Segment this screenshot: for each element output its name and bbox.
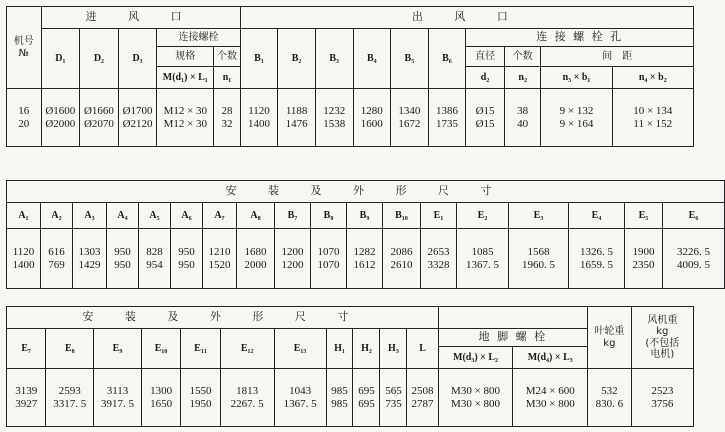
table-cell: 1550 1950 [181, 369, 220, 427]
col-header: A₆ [171, 203, 203, 229]
table-cell: 2508 2787 [407, 369, 438, 427]
spec-header: 规格 [157, 47, 214, 67]
cell-machine-no: 16 20 [7, 89, 42, 147]
col-B5: B₅ [391, 29, 429, 89]
table-cell: 950 950 [107, 229, 139, 289]
col-header: A₅ [139, 203, 171, 229]
table-cell: 1043 1367. 5 [274, 369, 326, 427]
count2-header: 个数 [504, 47, 541, 67]
col-B4: B₄ [353, 29, 391, 89]
fan-weight-header: 风机重 kg (不包括 电机) [631, 307, 693, 369]
cell-d2: Ø15 Ø15 [466, 89, 505, 147]
col-n2: n₂ [504, 67, 541, 89]
cell-B6: 1386 1735 [428, 89, 466, 147]
outlet-inlet-dimension-table [6, 6, 694, 147]
table-cell: 1120 1400 [7, 229, 41, 289]
table-cell: 695 695 [353, 369, 380, 427]
table-cell: 1085 1367. 5 [457, 229, 509, 289]
col-header: E₁₁ [181, 329, 220, 369]
count-header: 个数 [214, 47, 240, 67]
col-B3: B₃ [315, 29, 353, 89]
impeller-weight-header: 叶轮重 kg [588, 307, 632, 369]
col-header: E₈ [46, 329, 94, 369]
col-header: H₁ [326, 329, 353, 369]
table-cell: 3226. 5 4009. 5 [663, 229, 725, 289]
machine-no-header: 机号 № [7, 7, 42, 89]
cell-n1: 28 32 [214, 89, 240, 147]
col-D1: D₁ [41, 29, 80, 89]
col-header: M(d₃) × L₂ [438, 347, 513, 369]
table-cell: 2086 2610 [383, 229, 421, 289]
installation-dimension-table-2 [6, 306, 694, 427]
cell-B4: 1280 1600 [353, 89, 391, 147]
col-header: E₆ [663, 203, 725, 229]
table-cell: 3113 3917. 5 [94, 369, 142, 427]
col-B2: B₂ [278, 29, 316, 89]
col-header: A₁ [7, 203, 41, 229]
col-B6: B₆ [428, 29, 466, 89]
cell-n4b2: 10 × 134 11 × 152 [612, 89, 693, 147]
table-cell: M30 × 800 M30 × 800 [438, 369, 513, 427]
table-cell: 2523 3756 [631, 369, 693, 427]
table-cell: 1326. 5 1659. 5 [569, 229, 625, 289]
inlet-header: 进 风 口 [41, 7, 240, 29]
cell-n3b1: 9 × 132 9 × 164 [541, 89, 612, 147]
table-cell: 2593 3317. 5 [46, 369, 94, 427]
table-cell: 985 985 [326, 369, 353, 427]
col-header: E₄ [569, 203, 625, 229]
col-header: A₂ [41, 203, 73, 229]
table-cell: 1568 1960. 5 [509, 229, 569, 289]
cell-D2: Ø1660 Ø2070 [80, 89, 119, 147]
cell-D3: Ø1700 Ø2120 [118, 89, 157, 147]
col-header: E₅ [625, 203, 663, 229]
col-B1: B₁ [240, 29, 278, 89]
col-header: L [407, 329, 438, 369]
inlet-bolt-header: 连接螺栓 [157, 29, 240, 47]
col-header: E₁₂ [220, 329, 274, 369]
anchor-spacer [438, 307, 587, 329]
cell-B2: 1188 1476 [278, 89, 316, 147]
col-header: E₇ [7, 329, 46, 369]
table-cell: 565 735 [380, 369, 407, 427]
col-d2: d₂ [466, 67, 505, 89]
installation-header-1: 安 装 及 外 形 尺 寸 [7, 181, 725, 203]
cell-B3: 1232 1538 [315, 89, 353, 147]
cell-B5: 1340 1672 [391, 89, 429, 147]
col-header: E₁ [421, 203, 457, 229]
table-cell: 950 950 [171, 229, 203, 289]
cell-D1: Ø1600 Ø2000 [41, 89, 80, 147]
table-row [7, 89, 694, 147]
col-header: B₇ [275, 203, 311, 229]
table-cell: M24 × 600 M30 × 800 [513, 369, 588, 427]
col-n1: n₁ [214, 67, 240, 89]
table-cell: 616 769 [41, 229, 73, 289]
col-header: E₂ [457, 203, 509, 229]
col-header: E₁₀ [141, 329, 180, 369]
table-cell: 3139 3927 [7, 369, 46, 427]
col-header: H₂ [353, 329, 380, 369]
installation-header-2: 安 装 及 外 形 尺 寸 [7, 307, 439, 329]
col-Md1L1: M(d₁) × L₁ [157, 67, 214, 89]
spacing-header: 间 距 [541, 47, 694, 67]
col-header: B₁₀ [383, 203, 421, 229]
cell-n2: 38 40 [504, 89, 541, 147]
table-cell: 1200 1200 [275, 229, 311, 289]
col-header: A₃ [73, 203, 107, 229]
col-header: E₃ [509, 203, 569, 229]
table-cell: 1300 1650 [141, 369, 180, 427]
col-header: E₁₃ [274, 329, 326, 369]
col-header: A₄ [107, 203, 139, 229]
col-header: B₉ [347, 203, 383, 229]
col-header: A₇ [203, 203, 237, 229]
installation-dimension-table-1 [6, 180, 725, 289]
table-row [7, 229, 725, 289]
table-cell: 828 954 [139, 229, 171, 289]
table-cell: 1303 1429 [73, 229, 107, 289]
col-n4b2: n₄ × b₂ [612, 67, 693, 89]
col-header: M(d₄) × L₃ [513, 347, 588, 369]
table-cell: 1070 1070 [311, 229, 347, 289]
col-header: H₃ [380, 329, 407, 369]
col-header: B₈ [311, 203, 347, 229]
cell-B1: 1120 1400 [240, 89, 278, 147]
table-cell: 532 830. 6 [588, 369, 632, 427]
diameter-header: 直径 [466, 47, 505, 67]
table-cell: 1900 2350 [625, 229, 663, 289]
col-header: A₈ [237, 203, 275, 229]
col-header: E₉ [94, 329, 142, 369]
col-n3b1: n₃ × b₁ [541, 67, 612, 89]
outlet-bolt-header: 连 接 螺 栓 孔 [466, 29, 694, 47]
table-cell: 1210 1520 [203, 229, 237, 289]
table-cell: 1680 2000 [237, 229, 275, 289]
col-D3: D₃ [118, 29, 157, 89]
table-cell: 2653 3328 [421, 229, 457, 289]
col-D2: D₂ [80, 29, 119, 89]
table-cell: 1813 2267. 5 [220, 369, 274, 427]
anchor-bolt-header: 地 脚 螺 栓 [438, 329, 587, 347]
table-row [7, 369, 694, 427]
outlet-header: 出 风 口 [240, 7, 693, 29]
cell-Md1L1: M12 × 30 M12 × 30 [157, 89, 214, 147]
table-cell: 1282 1612 [347, 229, 383, 289]
